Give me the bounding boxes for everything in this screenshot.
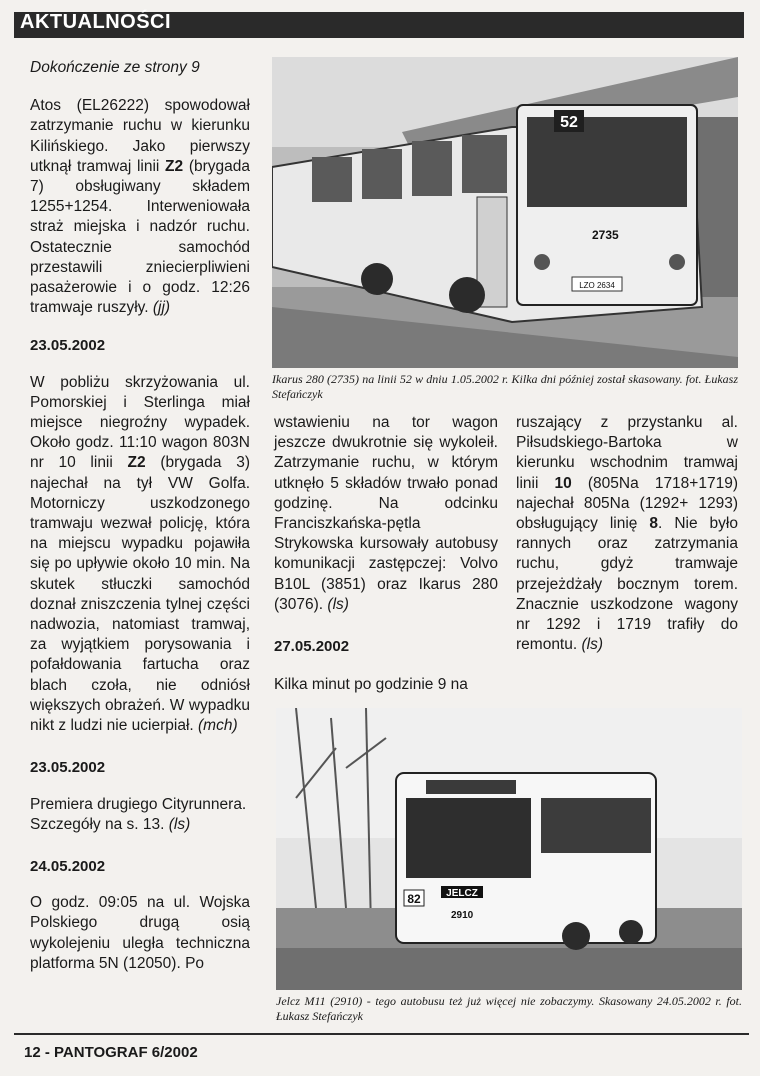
- footer-rule: [14, 1033, 749, 1035]
- date-heading: 24.05.2002: [30, 857, 106, 875]
- photo-caption: Jelcz M11 (2910) - tego autobusu też już więcej nie zobaczymy. Skasowany 24.05.2002 r. fot. Łukasz Stefańczyk: [276, 994, 742, 1023]
- photo-jelcz-bus: [276, 708, 742, 990]
- page-footer: 12 - PANTOGRAF 6/2002: [24, 1044, 198, 1061]
- article-paragraph: Premiera drugiego Cityrunnera. Szczegóły na s. 13. (ls): [30, 795, 247, 833]
- photo-caption: Ikarus 280 (2735) na linii 52 w dniu 1.05.2002 r. Kilka dni później został skasowany. fot. Łukasz Stefańczyk: [272, 372, 738, 401]
- article-paragraph: O godz. 09:05 na ul. Wojska Polskiego drugą osią wykolejeniu uległa techniczna platforma 5N (12050). Po: [30, 894, 250, 972]
- fleet-number-label: 2735: [592, 228, 619, 242]
- date-heading: 23.05.2002: [30, 759, 106, 777]
- column-2: [274, 413, 498, 695]
- article-paragraph: Kilka minut po godzinie 9 na: [274, 676, 468, 694]
- fleet-number-label: 2910: [451, 910, 474, 921]
- section-title: AKTUALNOŚCI: [20, 11, 172, 33]
- ikarus-bus-image: [272, 57, 738, 368]
- date-heading: 23.05.2002: [30, 337, 106, 355]
- license-plate: LZO 2634: [579, 281, 615, 290]
- article-paragraph: W pobliżu skrzyżowania ul. Pomorskiej i Sterlinga miał miejsce niegroźny wypadek. Około godz. 11:10 wagon 803N nr 10 linii Z2 (brygada 3) najechał na tył VW Golfa. Motorniczy uszkodzonego tramwaju wezwał policję, która na miejscu wypadku pojawiła się po upływie około 10 min. Na skutek stłuczki samochód doznał zniszczenia tylnej części nadwozia, natomiast tramwaj, za wyjątkiem porysowania i pofałdowania fartucha oraz blach czoła, nie odniósł większych obrażeń. W wypadku nikt z ludzi nie ucierpiał. (mch): [30, 373, 250, 735]
- jelcz-bus-image: [276, 708, 742, 990]
- article-paragraph: Atos (EL26222) spowodował zatrzymanie ruchu w kierunku Kilińskiego. Jako pierwszy utknął tramwaj linii Z2 (brygada 7) obsługiwany składem 1255+1254. Interweniowała straż miejska i nadzór ruchu. Ostatecznie samochód przestawili zniecierpliwieni pasażerowie i o godz. 12:26 tramwaje ruszyły. (jj): [30, 97, 250, 317]
- date-heading: 27.05.2002: [274, 638, 350, 656]
- route-number-sign: 82: [407, 892, 421, 906]
- route-number-sign: 52: [560, 114, 578, 131]
- article-paragraph: wstawieniu na tor wagon jeszcze dwukrotnie się wykoleił. Zatrzymanie ruchu, w którym utknęło 5 składów trwało ponad godzinę. Na odcinku Franciszkańska-pętla Strykowska kursowały autobusy komunikacji zastępczej: Volvo B10L (3851) oraz Ikarus 280 (3076). (ls): [274, 414, 498, 613]
- brand-badge: JELCZ: [446, 888, 478, 899]
- column-3: [516, 413, 738, 655]
- photo-ikarus-bus: [272, 57, 738, 368]
- article-paragraph: ruszający z przystanku al. Piłsudskiego-Bartoka w kierunku wschodnim tramwaj linii 10 (805Na 1718+1719) najechał 805Na (1292+ 1293) obsługujący linię 8. Nie było rannych oraz zatrzymania ruchu, gdyż tramwaje przejeżdżały bocznym torem. Znacznie uszkodzone wagony nr 1292 i 1719 trafiły do remontu. (ls): [516, 414, 738, 654]
- continuation-note: Dokończenie ze strony 9: [30, 59, 200, 76]
- column-1: [30, 58, 250, 974]
